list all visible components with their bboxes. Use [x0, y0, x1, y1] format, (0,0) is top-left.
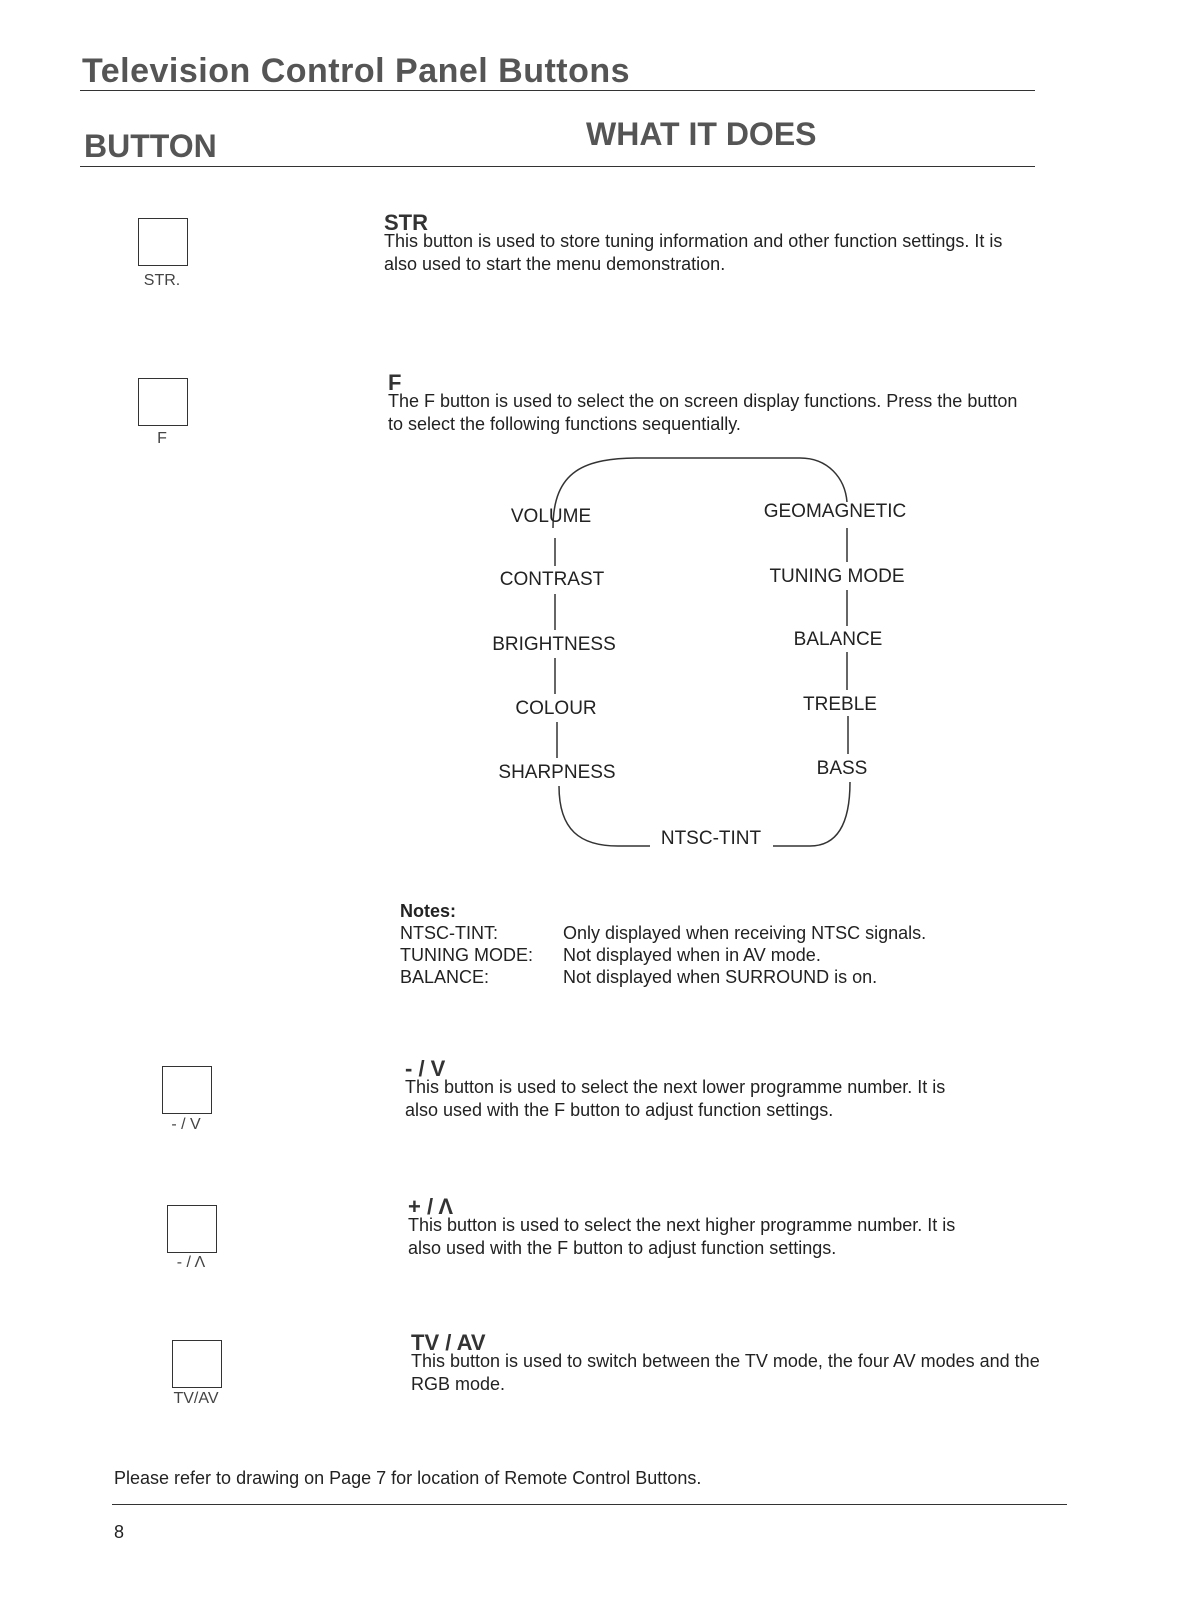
- tvav-button-label: TV/AV: [173, 1390, 219, 1407]
- down-title: - / V: [405, 1056, 446, 1081]
- up-button-label: - / Λ: [176, 1254, 206, 1271]
- f-button-label: F: [157, 430, 167, 447]
- note-text: Not displayed when SURROUND is on.: [563, 967, 878, 987]
- tvav-title: TV / AV: [411, 1330, 486, 1355]
- cycle-item-ntsc-tint: NTSC-TINT: [660, 828, 762, 849]
- tvav-description: This button is used to switch between the TV mode, the four AV modes and the RGB mode.: [411, 1351, 1040, 1394]
- up-title: + / Λ: [408, 1194, 454, 1219]
- str-button-label: STR.: [143, 272, 181, 289]
- cycle-bottom-right-connector: [773, 782, 850, 846]
- down-description: This button is used to select the next lower programme number. It is also used with the F button to adjust function settings.: [405, 1077, 946, 1120]
- cycle-item-colour: COLOUR: [515, 698, 597, 719]
- notes-row: [400, 944, 926, 966]
- notes-table: [400, 922, 926, 988]
- cycle-item-contrast: CONTRAST: [499, 569, 605, 590]
- down-button-label: - / V: [171, 1116, 201, 1133]
- notes-heading: Notes:: [400, 901, 457, 921]
- cycle-item-tuning-mode: TUNING MODE: [769, 566, 905, 587]
- column-header-what: WHAT IT DOES: [586, 116, 817, 152]
- footer-note: Please refer to drawing on Page 7 for location of Remote Control Buttons.: [114, 1468, 702, 1488]
- note-term: BALANCE:: [400, 967, 490, 987]
- note-term: NTSC-TINT:: [400, 923, 498, 943]
- up-description: This button is used to select the next higher programme number. It is also used with the F button to adjust function settings.: [408, 1215, 956, 1258]
- str-description: This button is used to store tuning information and other function settings. It is also used to start the menu demonstration.: [384, 231, 1003, 274]
- cycle-item-brightness: BRIGHTNESS: [492, 634, 616, 655]
- down-button-icon: [162, 1066, 212, 1114]
- cycle-item-bass: BASS: [816, 758, 868, 779]
- cycle-item-sharpness: SHARPNESS: [498, 762, 616, 783]
- cycle-item-volume: VOLUME: [510, 506, 592, 527]
- page-number: 8: [114, 1522, 125, 1542]
- note-term: TUNING MODE:: [400, 945, 533, 965]
- notes-block: [400, 900, 926, 988]
- cycle-item-geomagnetic: GEOMAGNETIC: [763, 501, 907, 522]
- tvav-button-icon: [172, 1340, 222, 1388]
- cycle-bottom-left-connector: [559, 786, 650, 846]
- cycle-item-balance: BALANCE: [793, 629, 883, 650]
- f-title: F: [388, 370, 402, 395]
- cycle-item-treble: TREBLE: [803, 694, 877, 715]
- notes-row: [400, 922, 926, 944]
- page-title: Television Control Panel Buttons: [82, 52, 631, 90]
- footer-rule: [112, 1504, 1067, 1505]
- str-title: STR: [384, 210, 428, 235]
- up-button-icon: [167, 1205, 217, 1253]
- note-text: Not displayed when in AV mode.: [563, 945, 821, 965]
- column-header-button: BUTTON: [84, 128, 217, 164]
- note-text: Only displayed when receiving NTSC signals.: [563, 923, 927, 943]
- f-description: The F button is used to select the on screen display functions. Press the button to select the following functions sequentially.: [388, 391, 1018, 434]
- notes-row: [400, 966, 926, 988]
